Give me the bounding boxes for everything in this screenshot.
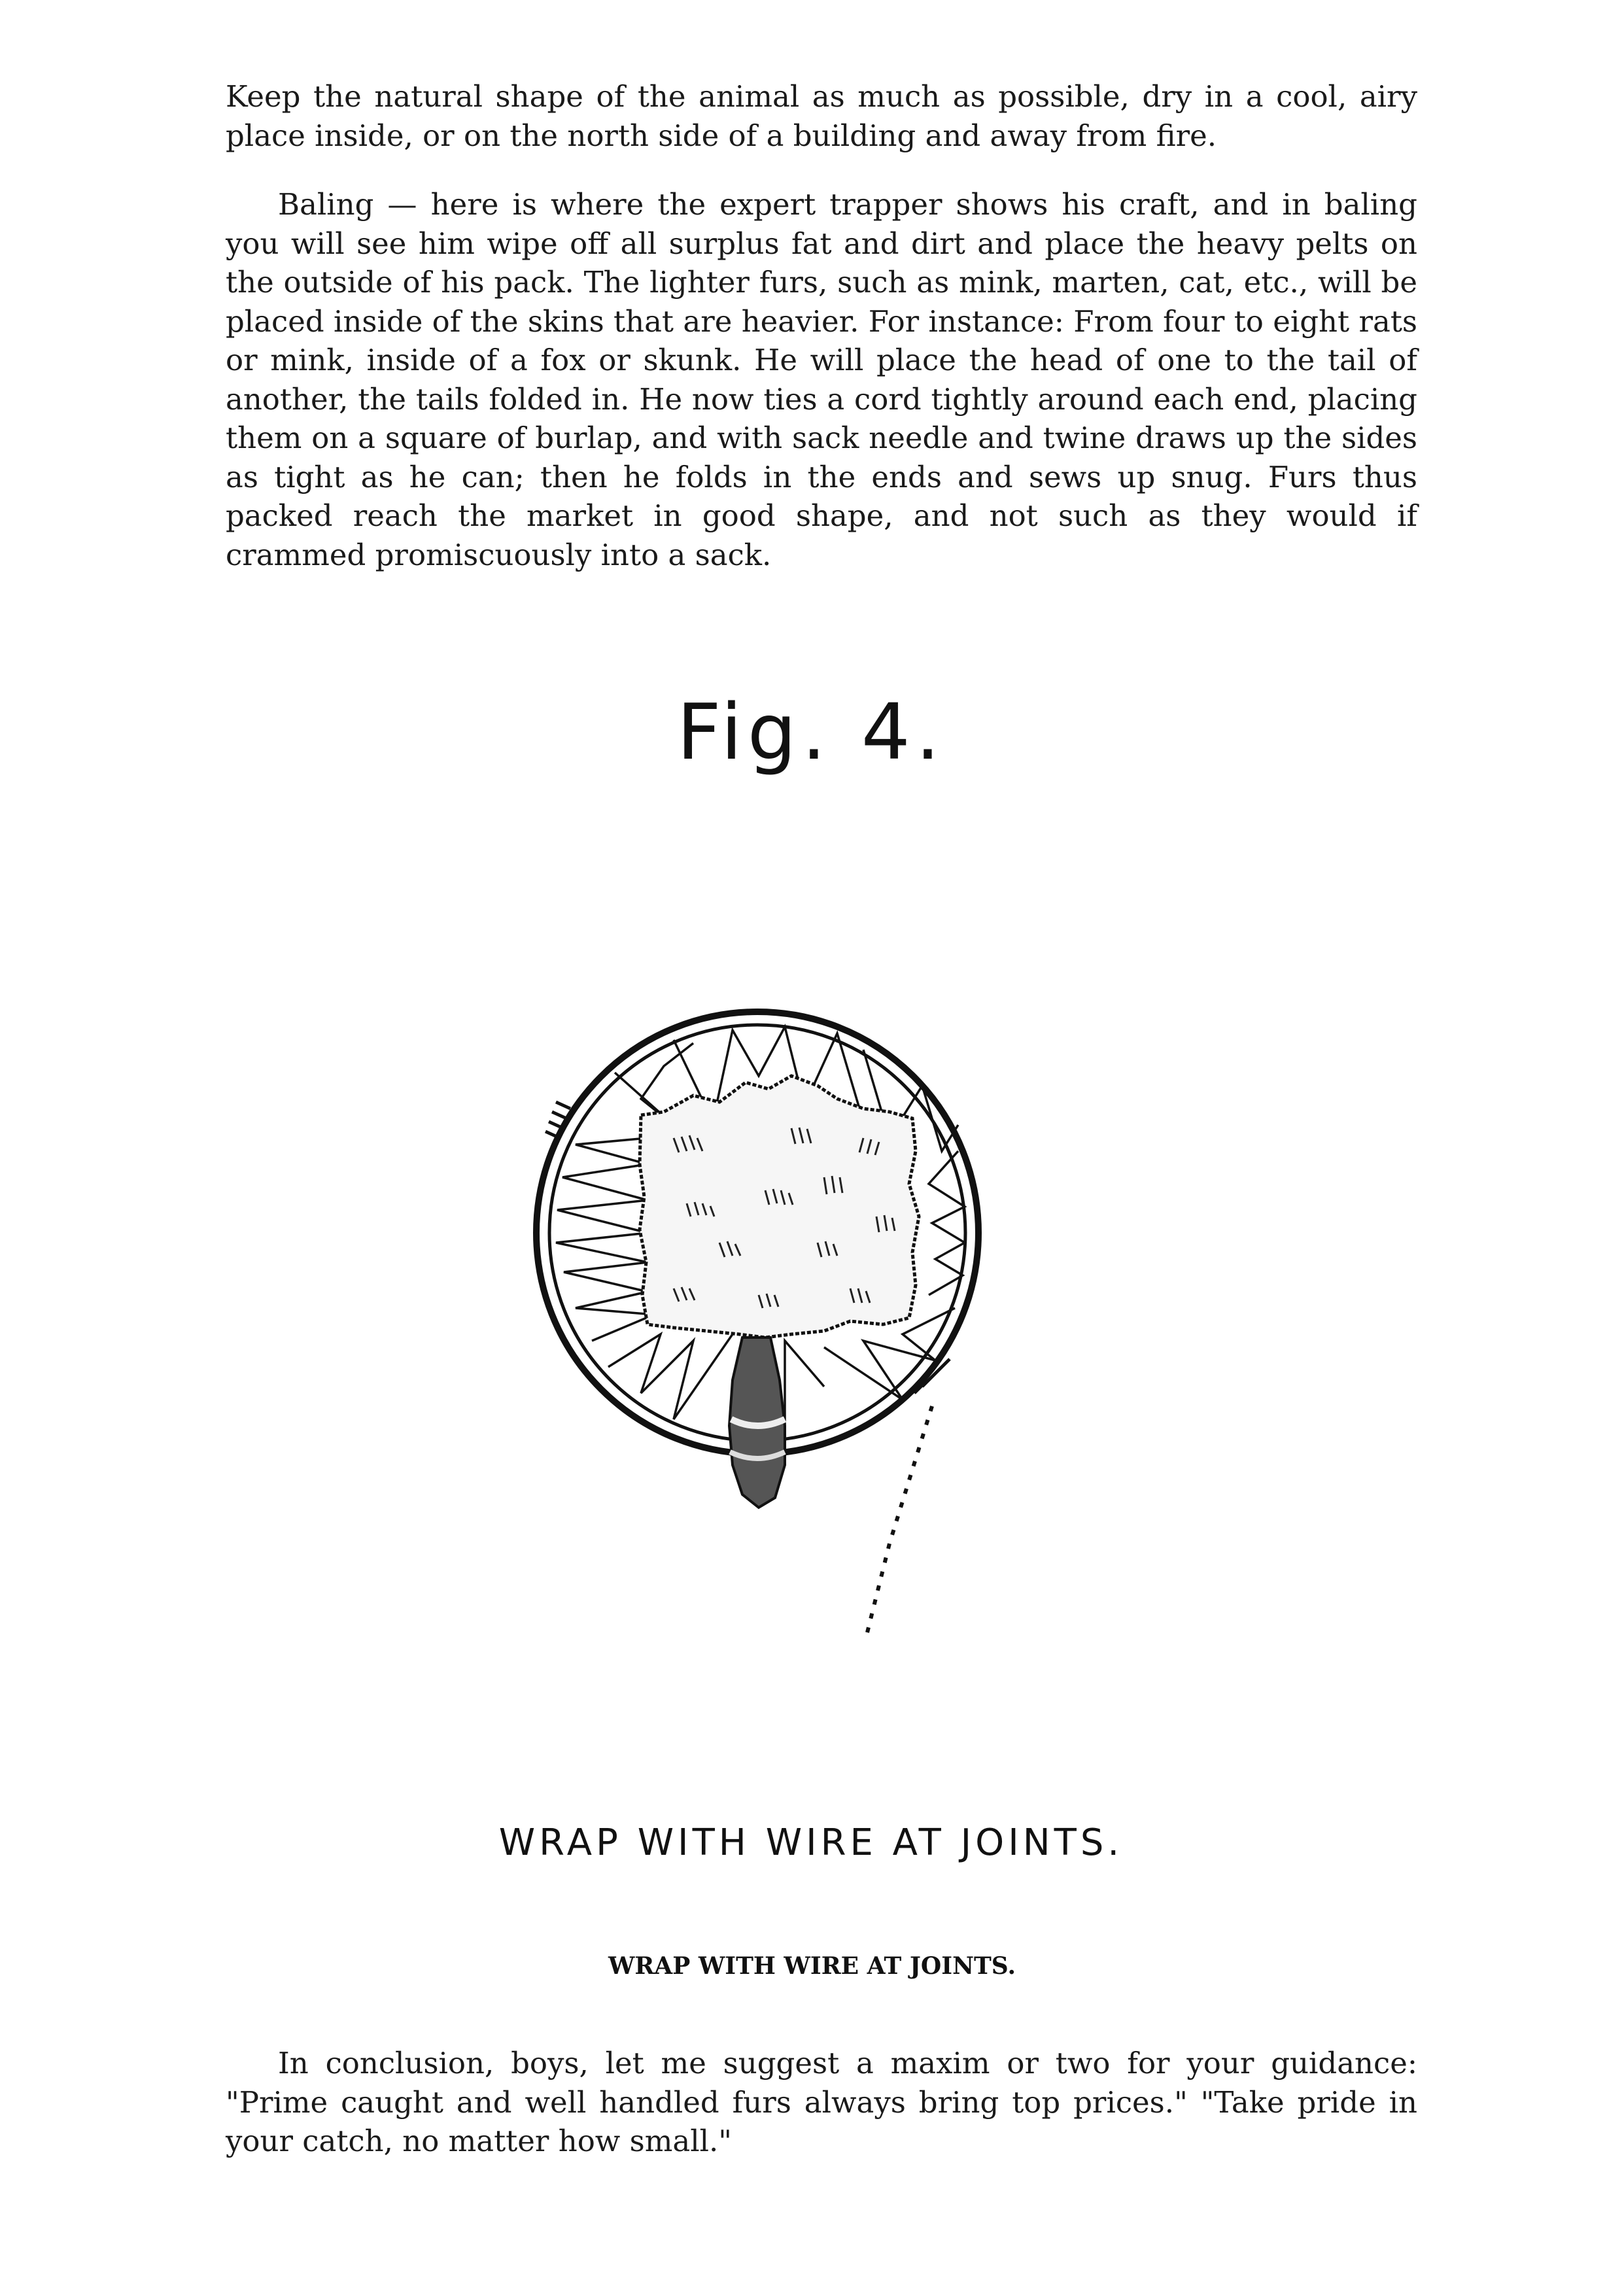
figure-caption: WRAP WITH WIRE AT JOINTS. <box>608 1952 1016 1980</box>
paragraph-conclusion: In conclusion, boys, let me suggest a maxim or two for your guidance: "Prime caught and well handled furs always bring top prices." "Take pride in your catch, no matter how small." <box>226 2046 1417 2158</box>
leader-line <box>867 1406 932 1635</box>
pelt-tail <box>729 1337 785 1508</box>
hoop-stretcher-illustration <box>366 615 1256 1897</box>
stretched-pelt <box>640 1076 919 1337</box>
paragraph-baling: Baling — here is where the expert trapper shows his craft, and in baling you will see him wipe off all surplus fat and dirt and place the heavy pelts on the outside of his pack. The lighter furs, such as mink, marten, cat, etc., will be placed inside of the skins that are heavier. For instance: From four to eight rats or mink, inside of a fox or skunk. He will place the head of one to the tail of another, the tails folded in. He now ties a cord tightly around each end, placing them on a square of burlap, and with sack needle and twine draws up the sides as tight as he can; then he folds in the ends and sews up snug. Furs thus packed reach the market in good shape, and not such as they would if crammed promiscuously into a sack. <box>226 187 1417 572</box>
figure-title: Fig. 4. <box>676 687 946 777</box>
paragraph-drying: Keep the natural shape of the animal as much as possible, dry in a cool, airy place inside, or on the north side of a building and away from fire. <box>226 79 1417 153</box>
figure-label: WRAP WITH WIRE AT JOINTS. <box>498 1821 1124 1864</box>
figure-4 <box>366 615 1256 1897</box>
